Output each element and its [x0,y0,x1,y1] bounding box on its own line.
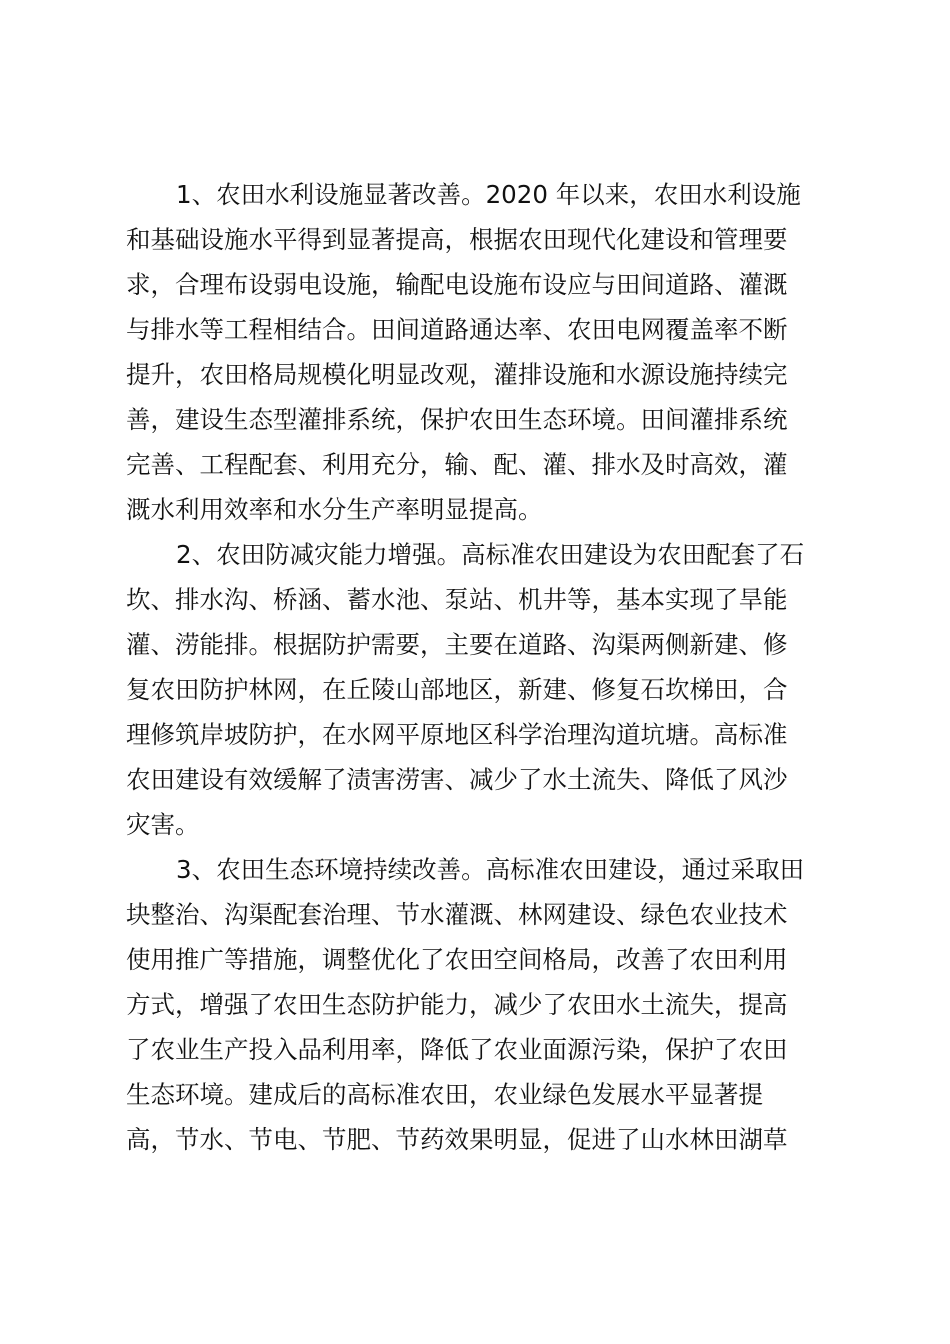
text-line: 3、农田生态环境持续改善。高标准农田建设，通过采取田 [176,855,805,884]
text-line: 块整治、沟渠配套治理、节水灌溉、林网建设、绿色农业技术 [126,900,788,929]
text-line: 高，节水、节电、节肥、节药效果明显，促进了山水林田湖草 [126,1125,788,1154]
text-line: 求，合理布设弱电设施，输配电设施布设应与田间道路、灌溉 [126,270,788,299]
text-line: 提升，农田格局规模化明显改观，灌排设施和水源设施持续完 [126,360,788,389]
text-line: 2、农田防减灾能力增强。高标准农田建设为农田配套了石 [176,540,805,569]
text-line: 善，建设生态型灌排系统，保护农田生态环境。田间灌排系统 [126,405,788,434]
paragraph-2 [126,532,836,847]
text-line: 坎、排水沟、桥涵、蓄水池、泵站、机井等，基本实现了旱能 [126,585,788,614]
text-line: 溉水利用效率和水分生产率明显提高。 [126,495,543,524]
text-line: 农田建设有效缓解了渍害涝害、减少了水土流失、降低了风沙 [126,765,788,794]
text-line: 理修筑岸坡防护，在水网平原地区科学治理沟道坑塘。高标准 [126,720,788,749]
text-line: 生态环境。建成后的高标准农田，农业绿色发展水平显著提 [126,1080,763,1109]
paragraph-3 [126,847,836,1162]
text-line: 完善、工程配套、利用充分，输、配、灌、排水及时高效，灌 [126,450,788,479]
body-text [126,172,836,1162]
text-line: 灌、涝能排。根据防护需要，主要在道路、沟渠两侧新建、修 [126,630,788,659]
paragraph-1 [126,172,836,532]
text-line: 灾害。 [126,810,200,839]
text-line: 使用推广等措施，调整优化了农田空间格局，改善了农田利用 [126,945,788,974]
text-line: 复农田防护林网，在丘陵山部地区，新建、修复石坎梯田，合 [126,675,788,704]
text-line: 和基础设施水平得到显著提高，根据农田现代化建设和管理要 [126,225,788,254]
text-line: 了农业生产投入品利用率，降低了农业面源污染，保护了农田 [126,1035,788,1064]
text-line: 方式，增强了农田生态防护能力，减少了农田水土流失，提高 [126,990,788,1019]
text-line: 与排水等工程相结合。田间道路通达率、农田电网覆盖率不断 [126,315,788,344]
text-line: 1、农田水利设施显著改善。2020 年以来，农田水利设施 [176,180,801,209]
